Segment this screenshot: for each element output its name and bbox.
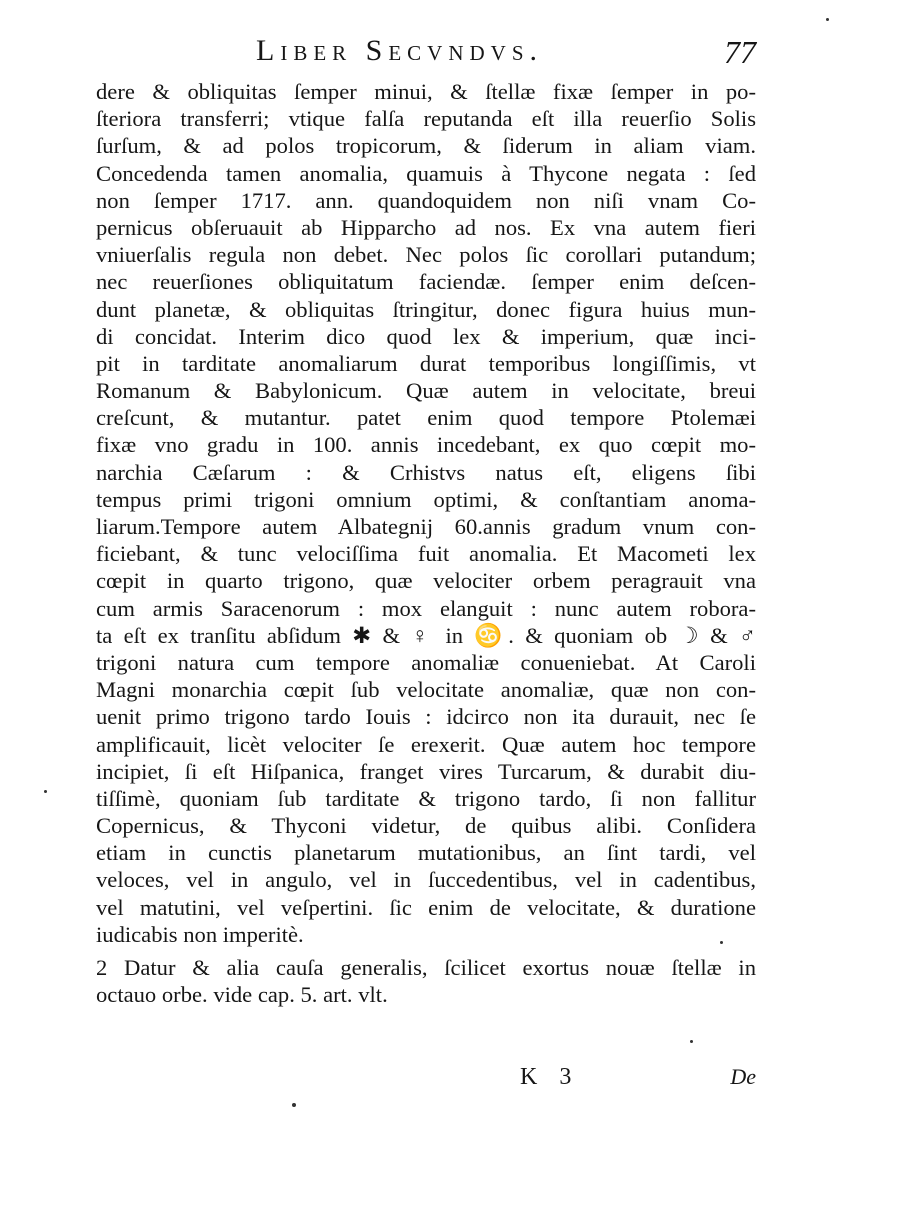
text-line: octauo orbe. vide cap. 5. art. vlt. [96,982,388,1008]
text-line: amplificauit, licèt velociter ſe erexerit. Quæ autem hoc tempore [96,731,756,757]
text-line: Concedenda tamen anomalia, quamuis à Thycone negata : ſed [96,160,756,186]
ink-speck [690,1040,693,1043]
paragraph-1 [96,78,756,948]
text-line: iudicabis non imperitè. [96,921,304,947]
text-line: trigoni natura cum tempore anomaliæ conueniebat. At Caroli [96,649,756,675]
text-line: tiſſimè, quoniam ſub tarditate & trigono tardo, ſi non fallitur [96,785,756,811]
text-line: liarum.Tempore autem Albategnij 60.annis gradum vnum con- [96,514,756,539]
text-line: Copernicus, & Thyconi videtur, de quibus alibi. Conſidera [96,813,756,839]
text-line: cœpit in quarto trigono, quæ velociter orbem peragrauit vna [96,568,756,594]
text-line: 2 Datur & alia cauſa generalis, ſcilicet exortus nouæ ſtellæ in [96,955,756,980]
text-line: non ſemper 1717. ann. quandoquidem non niſi vnam Co- [96,187,756,213]
text-line: dere & obliquitas ſemper minui, & ſtellæ fixæ ſemper in po- [96,79,756,104]
text-line: ſteriora transferri; vtique falſa reputanda eſt illa reuerſio Solis [96,106,756,132]
text-line: creſcunt, & mutantur. patet enim quod tempore Ptolemæi [96,405,756,431]
text-line: vniuerſalis regula non debet. Nec polos ſic corollari putandum; [96,242,756,268]
text-line: ficiebant, & tunc velociſſima fuit anomalia. Et Macometi lex [96,541,756,567]
text-line: narchia Cæſarum : & Crhistvs natus eſt, eligens ſibi [96,459,756,485]
text-line: etiam in cunctis planetarum mutationibus, an ſint tardi, vel [96,840,756,866]
text-line: pernicus obſeruauit ab Hipparcho ad nos. Ex vna autem fieri [96,214,756,240]
ink-speck [720,941,723,944]
text-line: ſurſum, & ad polos tropicorum, & ſiderum in aliam viam. [96,133,756,159]
paragraph-2 [96,954,756,1008]
text-line: veloces, vel in angulo, vel in ſuccedentibus, vel in cadentibus, [96,867,756,893]
page-number: 77 [724,34,756,70]
signature-mark: K 3 [520,1064,580,1090]
text-line: ta eſt ex tranſitu abſidum ✱ & ♀ in ♋. & quoniam ob ☽ & ♂ [96,622,756,648]
text-line: uenit primo trigono tardo Iouis : idcirco non ita durauit, nec ſe [96,704,756,730]
text-line: incipiet, ſi eſt Hiſpanica, franget vires Turcarum, & durabit diu- [96,758,756,784]
text-line: dunt planetæ, & obliquitas ſtringitur, donec figura huius mun- [96,296,756,322]
text-line: fixæ vno gradu in 100. annis incedebant, ex quo cœpit mo- [96,432,756,458]
ink-speck [44,790,47,793]
text-line: vel matutini, vel veſpertini. ſic enim de velocitate, & duratione [96,894,756,920]
ink-speck [292,1103,296,1107]
text-line: di concidat. Interim dico quod lex & imperium, quæ inci- [96,323,756,349]
ink-speck [826,18,829,21]
running-head [96,34,756,74]
text-line: Romanum & Babylonicum. Quæ autem in velocitate, breui [96,378,756,404]
text-line: pit in tarditate anomaliarum durat temporibus longiſſimis, vt [96,350,756,376]
text-line: cum armis Saracenorum : mox elanguit : nunc autem robora- [96,595,756,621]
catchword: De [730,1064,756,1089]
running-title: Liber Secvndvs. [256,34,544,67]
text-line: Magni monarchia cœpit ſub velocitate anomaliæ, quæ non con- [96,677,756,703]
body-text [96,78,756,1008]
text-line: nec reuerſiones obliquitatum faciendæ. ſemper enim deſcen- [96,269,756,295]
page-footer [96,1064,756,1100]
text-line: tempus primi trigoni omnium optimi, & conſtantiam anoma- [96,486,756,512]
